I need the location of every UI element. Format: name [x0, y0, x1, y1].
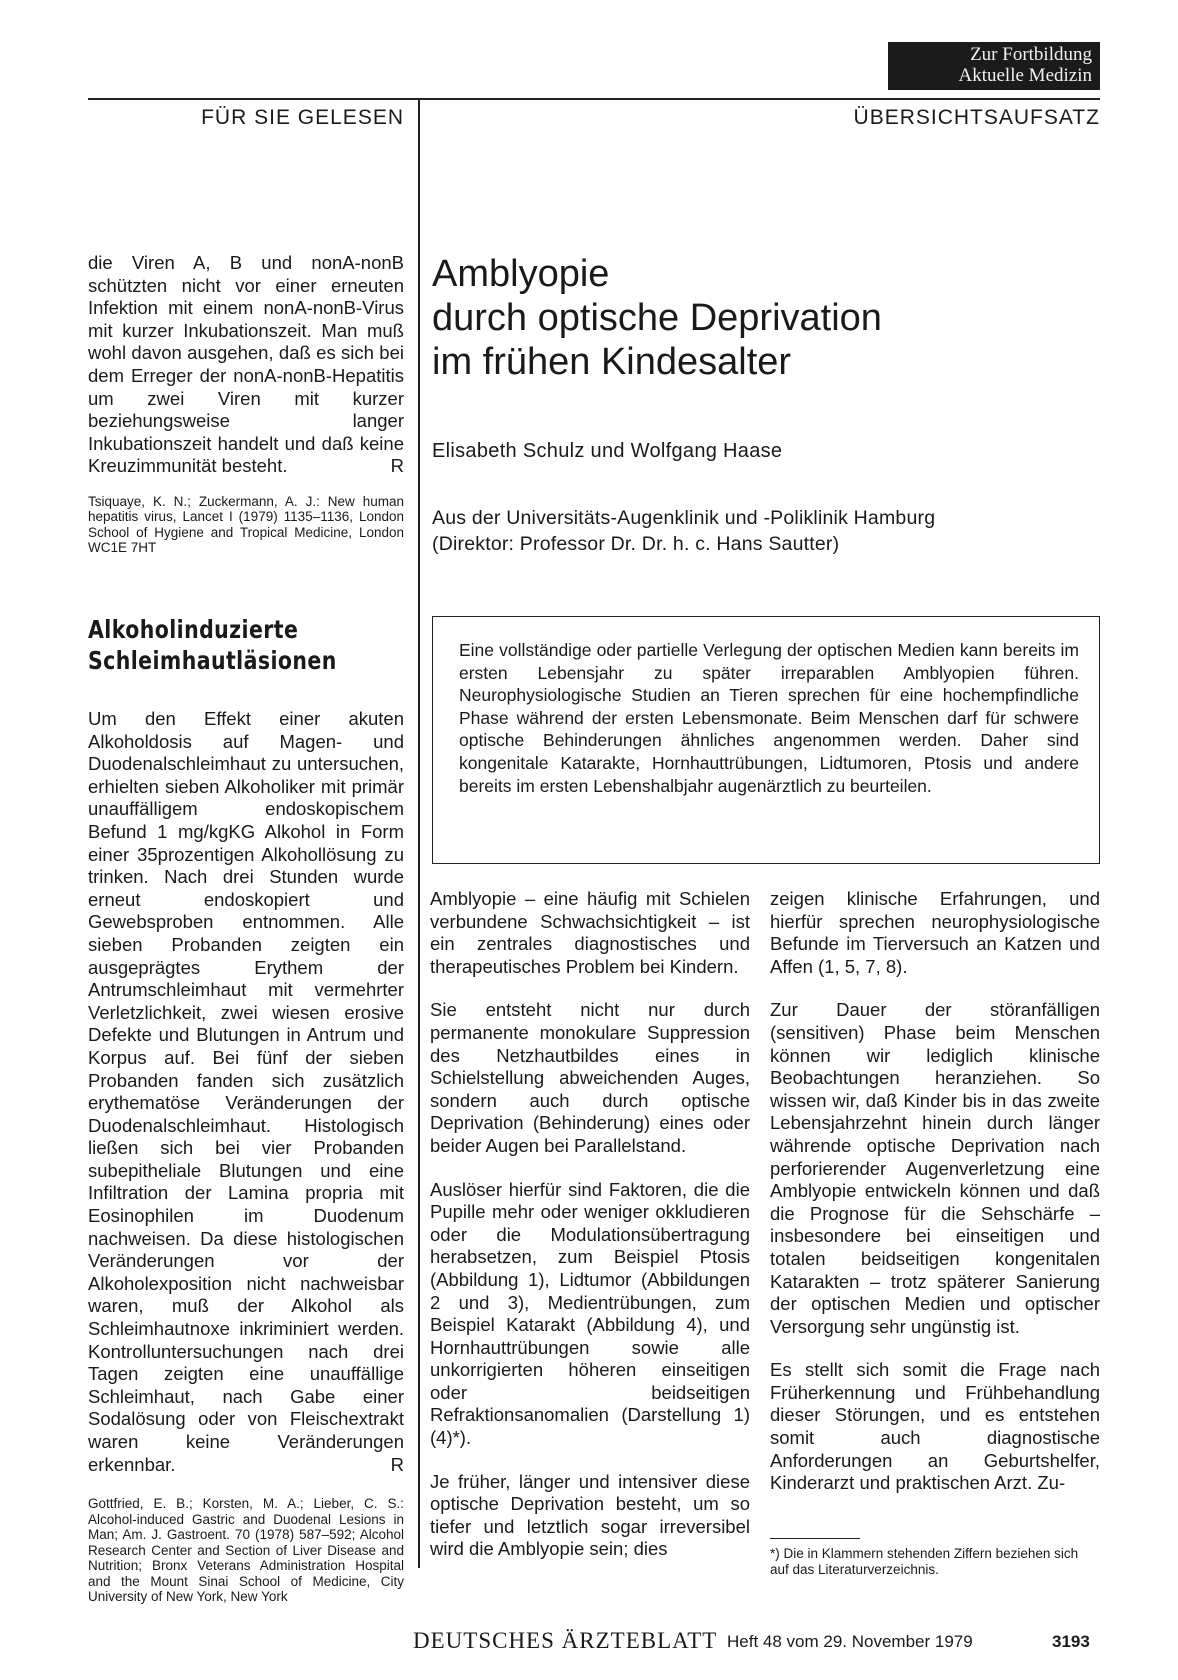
paragraph: Je früher, länger und intensiver diese optische Deprivation besteht, um so tiefer und letztlich sogar irreversibel wird die Amblyopie sein; dies — [430, 1470, 750, 1560]
article-column-1 — [430, 888, 750, 1582]
column-divider — [418, 98, 420, 1568]
left-article-body — [88, 708, 404, 1605]
paragraph: Auslöser hierfür sind Faktoren, die die Pupille mehr oder weniger okkludieren oder die Modulationsübertragung herabsetzen, zum Beispiel Ptosis (Abbildung 1), Lidtumor (Abbildungen 2 und 3), Medientrübungen, zum Beispiel Katarakt (Abbildung 4), und Hornhauttrübungen sowie alle unkorrigierten höheren einseitigen oder beidseitigen Refraktionsanomalien (Darstellung 1) (4)*). — [430, 1178, 750, 1449]
footer-journal: DEUTSCHES ÄRZTEBLATT — [413, 1628, 718, 1653]
badge-line-1: Zur Fortbildung — [970, 44, 1092, 65]
paragraph: Sie entsteht nicht nur durch permanente monokulare Suppression des Netzhautbildes eines in Schielstellung abweichenden Auges, sondern auch durch optische Deprivation (Behinderung) eines oder beider Augen bei Parallelstand. — [430, 999, 750, 1156]
left-top-item — [88, 252, 404, 556]
left-top-text: die Viren A, B und nonA-nonB schützten nicht vor einer erneuten Infektion mit einem nonA-nonB-Virus mit kurzer Inkubationszeit. Man muß wohl davon ausgehen, daß es sich bei dem Erreger der nonA-nonB-Hepatitis um zwei Viren mit kurzer beziehungsweise langer Inkubationszeit handelt und daß keine Kreuzimmunität besteht. — [88, 252, 404, 477]
section-label-left: FÜR SIE GELESEN — [201, 106, 404, 129]
left-article-text: Um den Effekt einer akuten Alkoholdosis auf Magen- und Duodenalschleimhaut zu untersuchen, erhielten sieben Alkoholiker mit primär unauffälligem endoskopischem Befund 1 mg/kgKG Alkohol in Form einer 35prozentigen Alkohollösung zu trinken. Nach drei Stunden wurde erneut endoskopiert und Gewebsproben entnommen. Alle sieben Probanden zeigten ein ausgeprägtes Erythem der Antrumschleimhaut mit vermehrter Verletzlichkeit, zwei wiesen erosive Defekte und Blutungen in Antrum und Korpus auf. Bei fünf der sieben Probanden fanden sich zusätzlich erythematöse Veränderungen der Duodenalschleimhaut. Histologisch ließen sich bei vier Probanden subepitheliale Blutungen und eine Infiltration der Lamina propria mit Eosinophilen im Duodenum nachweisen. Da diese histologischen Veränderungen vor der Alkoholexposition nicht nachweisbar waren, muß der Alkohol als Schleimhautnoxe inkriminiert werden. Kontrolluntersuchungen nach drei Tagen zeigten eine unauffällige Schleimhaut, nach Gabe einer Sodalösung oder von Fleischextrakt waren keine Veränderungen erkennbar. — [88, 708, 404, 1475]
left-top-reference: Tsiquaye, K. N.; Zuckermann, A. J.: New human hepatitis virus, Lancet I (1979) 1135–1136, London School of Hygiene and Tropical Medicine, London WC1E 7HT — [88, 493, 404, 556]
abstract-text: Eine vollständige oder partielle Verlegung der optischen Medien kann bereits im ersten Lebensjahr zu später irreparablen Amblyopien führen. Neurophysiologische Studien an Tieren sprechen für eine hochempfindliche Phase während der ersten Lebensmonate. Beim Menschen darf für schwere optische Behinderungen ähnliches angenommen werden. Daher sind kongenitale Katarakte, Hornhauttrübungen, Lidtumoren, Ptosis und andere bereits im ersten Lebenshalbjahr augenärztlich zu beurteilen. — [459, 640, 1079, 796]
article-column-2 — [770, 888, 1100, 1516]
article-affiliation: Aus der Universitäts-Augenklinik und -Poliklinik Hamburg (Direktor: Professor Dr. Dr. h. c. Hans Sautter) — [432, 507, 936, 555]
paragraph: Zur Dauer der störanfälligen (sensitiven) Phase beim Menschen können wir lediglich klinische Beobachtungen heranziehen. So wissen wir, daß Kinder bis in das zweite Lebensjahrzehnt hinein durch länger währende optische Deprivation nach perforierender Augenverletzung eine Amblyopie entwickeln können und daß die Prognose für die Sehschärfe – insbesondere bei einseitigen und totalen beidseitigen kongenitalen Katarakten – trotz späterer Sanierung der optischen Medien und optischer Versorgung sehr ungünstig ist. — [770, 999, 1100, 1337]
paragraph: zeigen klinische Erfahrungen, und hierfür sprechen neurophysiologische Befunde im Tierversuch an Katzen und Affen (1, 5, 7, 8). — [770, 888, 1100, 977]
left-top-sign: R — [390, 455, 404, 477]
abstract-box — [432, 616, 1100, 864]
paragraph: Es stellt sich somit die Frage nach Früherkennung und Frühbehandlung dieser Störungen, und es entstehen somit auch diagnostische Anforderungen an Geburtshelfer, Kinderarzt und praktischen Arzt. Zu- — [770, 1359, 1100, 1494]
article-authors: Elisabeth Schulz und Wolfgang Haase — [432, 440, 783, 462]
left-article-sign: R — [390, 1453, 404, 1475]
article-title: Amblyopie durch optische Deprivation im frühen Kindesalter — [432, 253, 882, 383]
badge-line-2: Aktuelle Medizin — [958, 65, 1092, 86]
top-rule — [88, 98, 1100, 100]
footer-issue: Heft 48 vom 29. November 1979 — [727, 1632, 973, 1651]
section-badge — [888, 42, 1100, 90]
page-number: 3193 — [1052, 1632, 1090, 1651]
footnote-rule — [770, 1538, 860, 1539]
section-label-right: ÜBERSICHTSAUFSATZ — [853, 106, 1100, 129]
left-article-reference: Gottfried, E. B.; Korsten, M. A.; Lieber, C. S.: Alcohol-induced Gastric and Duodenal Lesions in Man; Am. J. Gastroent. 70 (1978) 587–592; Alcohol Research Center and Section of Liver Disease and Nutrition; Bronx Veterans Administration Hospital and the Mount Sinai School of Medicine, City University of New York, New York — [88, 1496, 404, 1605]
paragraph: Amblyopie – eine häufig mit Schielen verbundene Schwachsichtigkeit – ist ein zentrales diagnostisches und therapeutisches Problem bei Kindern. — [430, 888, 750, 977]
left-article-headline: Alkoholinduzierte Schleimhautläsionen — [88, 615, 337, 675]
footnote: *) Die in Klammern stehenden Ziffern beziehen sich auf das Literaturverzeichnis. — [770, 1546, 1079, 1577]
